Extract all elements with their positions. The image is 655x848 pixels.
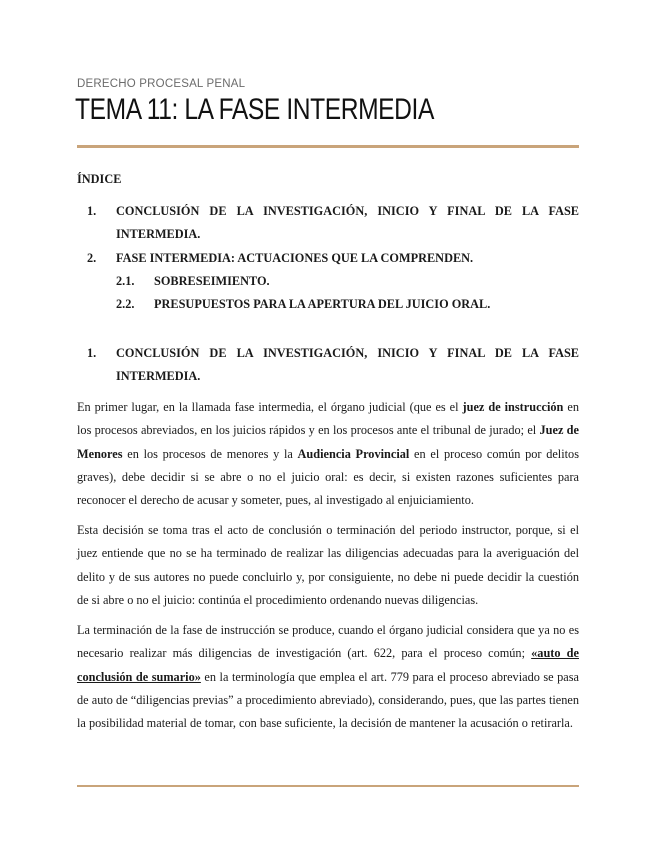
paragraph-text: En primer lugar, en la llamada fase intermedia, el órgano judicial (que es el xyxy=(77,400,463,414)
toc-item-label: SOBRESEIMIENTO. xyxy=(154,273,270,288)
toc-item xyxy=(77,200,579,247)
toc-item-label: PRESUPUESTOS PARA LA APERTURA DEL JUICIO ORAL. xyxy=(154,297,491,312)
footer-divider xyxy=(77,785,579,787)
toc-item-label: CONCLUSIÓN DE LA INVESTIGACIÓN, INICIO Y FINAL DE LA FASE INTERMEDIA. xyxy=(116,204,579,242)
table-of-contents xyxy=(77,200,579,316)
index-heading: ÍNDICE xyxy=(77,172,122,186)
bold-term: Juez de Menores xyxy=(77,423,579,461)
bold-term: juez de instrucción xyxy=(462,400,564,414)
page-title: TEMA 11: LA FASE INTERMEDIA xyxy=(75,93,434,126)
toc-subitem xyxy=(77,270,579,293)
section-number: 1. xyxy=(87,346,97,360)
paragraph-text: en los procesos de menores y la xyxy=(122,446,298,461)
section-heading xyxy=(77,342,579,389)
toc-item-number: 2. xyxy=(87,250,97,265)
paragraph-text: La terminación de la fase de instrucción se produce, cuando el órgano judicial considera que ya no es necesario realizar más diligencias de investigación (art. 622, para el proceso común; xyxy=(77,623,579,661)
underlined-bold-term: «auto de conclusión de sumario» xyxy=(77,646,579,684)
paragraph-text: en los procesos abreviados, en los juicios rápidos y en los procesos ante el tribunal de jurado; el xyxy=(77,400,579,438)
subject-kicker: DERECHO PROCESAL PENAL xyxy=(77,78,246,90)
toc-item-number: 2.2. xyxy=(116,297,135,312)
toc-subitem xyxy=(77,293,579,316)
bold-term: Audiencia Provincial xyxy=(297,446,410,461)
header-divider xyxy=(77,145,579,148)
paragraph-1 xyxy=(77,396,579,512)
toc-item-label: FASE INTERMEDIA: ACTUACIONES QUE LA COMPRENDEN. xyxy=(116,250,474,265)
paragraph-text: en el proceso común por delitos graves), debe decidir si se abre o no el juicio oral: es decir, si existen razones suficientes para reconocer el derecho de acusar y someter, pues, al investigado al enjuiciamiento. xyxy=(77,446,579,508)
paragraph-2: Esta decisión se toma tras el acto de conclusión o terminación del periodo instructor, porque, si el juez entiende que no se ha terminado de realizar las diligencias adecuadas para la averiguación del delito y de sus autores no puede concluirlo y, por consiguiente, no debe ni puede decidir la cuestión de si abre o no el juicio: continúa el procedimiento ordenando nuevas diligencias. xyxy=(77,523,579,607)
toc-item-number: 2.1. xyxy=(116,273,135,288)
paragraph-3 xyxy=(77,619,579,735)
toc-item-number: 1. xyxy=(87,204,97,218)
section-title: CONCLUSIÓN DE LA INVESTIGACIÓN, INICIO Y FINAL DE LA FASE INTERMEDIA. xyxy=(116,346,579,384)
toc-item xyxy=(77,247,579,270)
paragraph-text: en la terminología que emplea el art. 779 para el proceso abreviado se pasa de auto de “diligencias previas” a procedimiento abreviado), considerando, pues, que las partes tienen la posibilidad material de tomar, con base suficiente, la decisión de mantener la acusación o retirarla. xyxy=(77,669,580,731)
